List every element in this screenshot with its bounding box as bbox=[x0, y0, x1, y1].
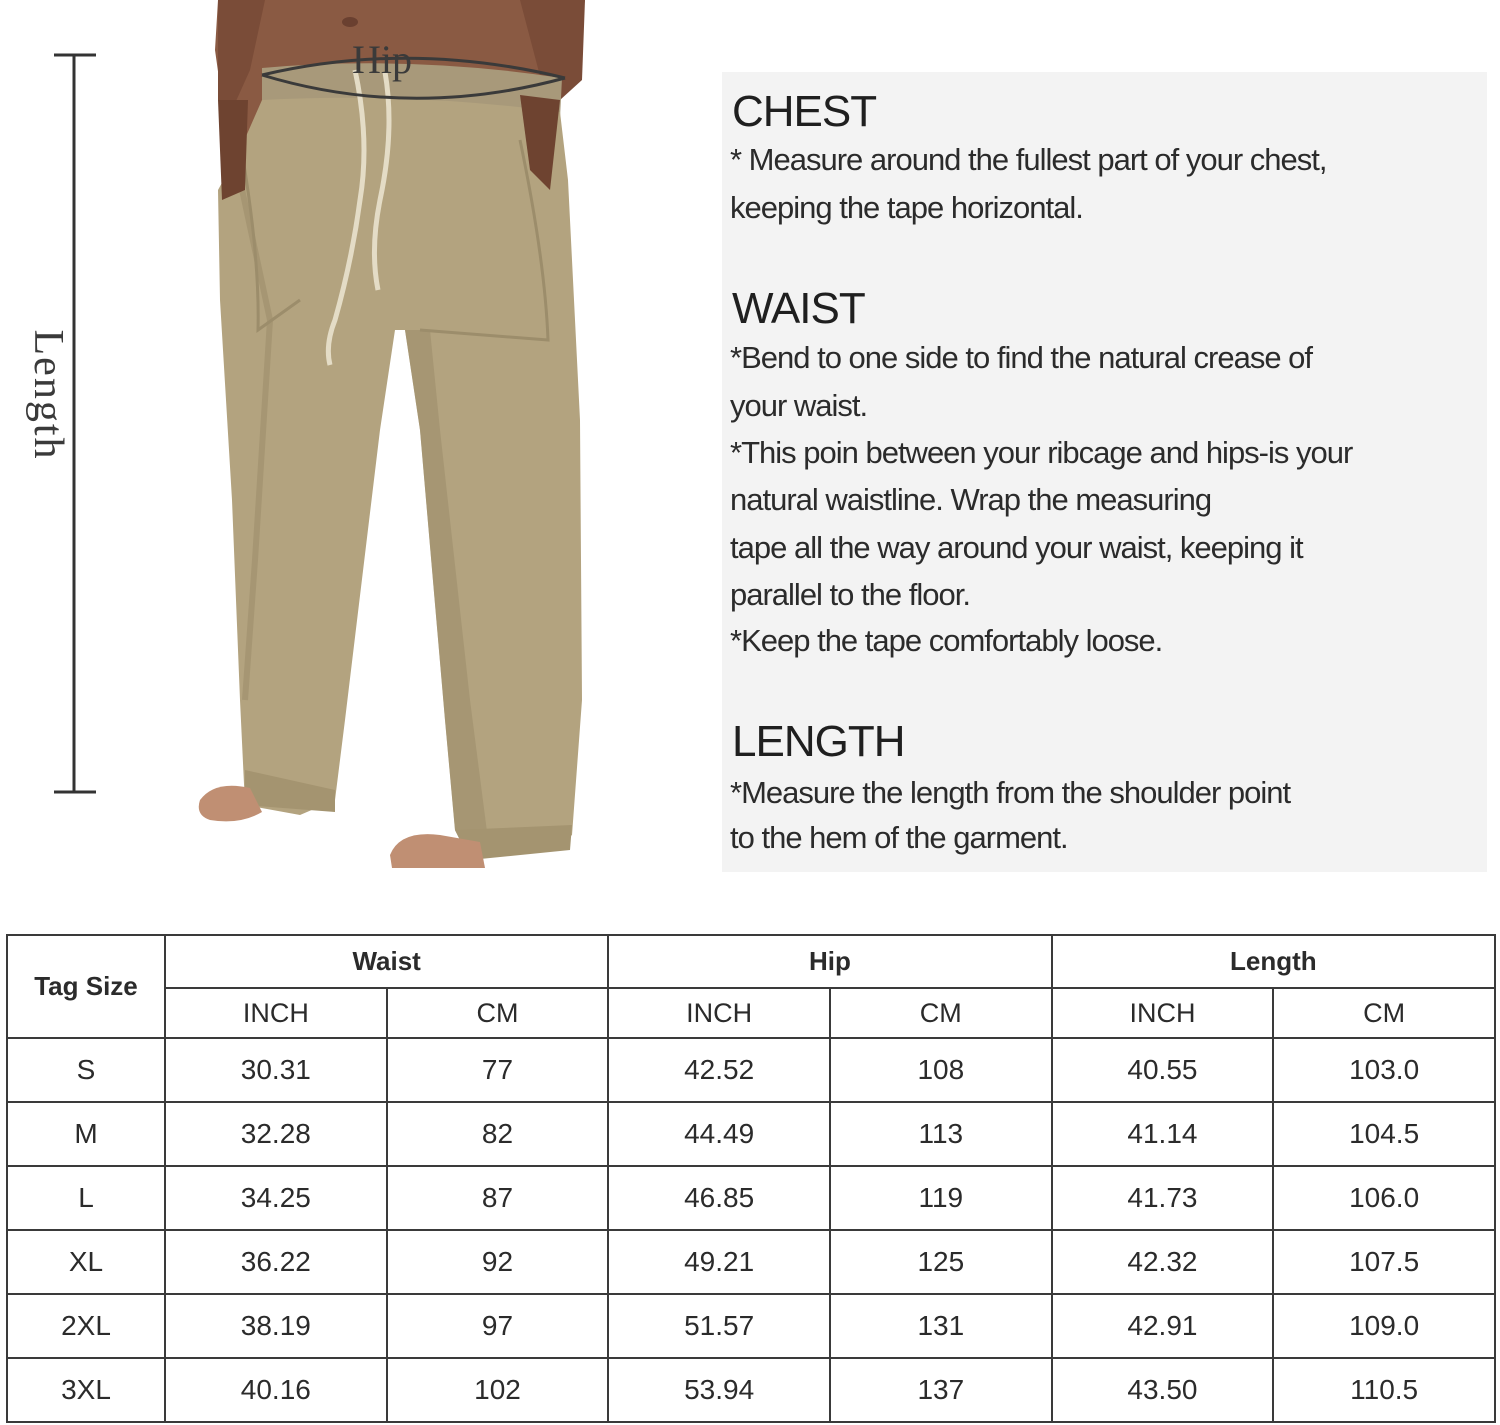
unit-header: INCH bbox=[1052, 988, 1274, 1038]
table-cell: 42.91 bbox=[1052, 1294, 1274, 1358]
table-cell: 82 bbox=[387, 1102, 609, 1166]
table-cell: 49.21 bbox=[608, 1230, 830, 1294]
size-cell: M bbox=[7, 1102, 165, 1166]
chest-line: keeping the tape horizontal. bbox=[730, 190, 1083, 225]
table-cell: 46.85 bbox=[608, 1166, 830, 1230]
chest-line: * Measure around the fullest part of your chest, bbox=[730, 142, 1327, 177]
waist-line: tape all the way around your waist, keeping it bbox=[730, 530, 1303, 565]
table-row bbox=[7, 1358, 1495, 1422]
table-row bbox=[7, 1038, 1495, 1102]
tag-size-header: Tag Size bbox=[7, 935, 165, 1038]
pants-drawing bbox=[0, 0, 720, 880]
table-row bbox=[7, 1166, 1495, 1230]
length-line: *Measure the length from the shoulder point bbox=[730, 775, 1291, 810]
unit-header: INCH bbox=[165, 988, 387, 1038]
table-cell: 113 bbox=[830, 1102, 1052, 1166]
table-row bbox=[7, 1230, 1495, 1294]
waist-line: your waist. bbox=[730, 388, 868, 423]
table-cell: 87 bbox=[387, 1166, 609, 1230]
table-cell: 137 bbox=[830, 1358, 1052, 1422]
pants-illustration bbox=[0, 0, 720, 880]
unit-header: CM bbox=[387, 988, 609, 1038]
table-cell: 107.5 bbox=[1273, 1230, 1495, 1294]
pants bbox=[218, 98, 582, 860]
table-cell: 108 bbox=[830, 1038, 1052, 1102]
size-chart-table bbox=[6, 934, 1496, 1423]
length-title: LENGTH bbox=[732, 717, 905, 766]
table-cell: 104.5 bbox=[1273, 1102, 1495, 1166]
table-cell: 102 bbox=[387, 1358, 609, 1422]
table-cell: 110.5 bbox=[1273, 1358, 1495, 1422]
table-cell: 41.73 bbox=[1052, 1166, 1274, 1230]
waist-header: Waist bbox=[165, 935, 608, 988]
waist-line: parallel to the floor. bbox=[730, 577, 970, 612]
table-cell: 53.94 bbox=[608, 1358, 830, 1422]
table-cell: 38.19 bbox=[165, 1294, 387, 1358]
table-cell: 103.0 bbox=[1273, 1038, 1495, 1102]
table-cell: 92 bbox=[387, 1230, 609, 1294]
unit-header: CM bbox=[830, 988, 1052, 1038]
table-cell: 36.22 bbox=[165, 1230, 387, 1294]
chest-title: CHEST bbox=[732, 87, 877, 136]
table-cell: 131 bbox=[830, 1294, 1052, 1358]
size-cell: XL bbox=[7, 1230, 165, 1294]
waist-line: *This poin between your ribcage and hips-is your bbox=[730, 435, 1353, 470]
length-line: to the hem of the garment. bbox=[730, 820, 1068, 855]
table-cell: 51.57 bbox=[608, 1294, 830, 1358]
table-row bbox=[7, 1294, 1495, 1358]
table-cell: 44.49 bbox=[608, 1102, 830, 1166]
size-cell: 3XL bbox=[7, 1358, 165, 1422]
length-header: Length bbox=[1052, 935, 1495, 988]
waist-line: *Keep the tape comfortably loose. bbox=[730, 623, 1163, 658]
table-cell: 40.16 bbox=[165, 1358, 387, 1422]
length-label: Length bbox=[25, 329, 71, 461]
table-cell: 42.52 bbox=[608, 1038, 830, 1102]
table-cell: 42.32 bbox=[1052, 1230, 1274, 1294]
table-cell: 109.0 bbox=[1273, 1294, 1495, 1358]
table-cell: 34.25 bbox=[165, 1166, 387, 1230]
hip-header: Hip bbox=[608, 935, 1051, 988]
table-cell: 40.55 bbox=[1052, 1038, 1274, 1102]
table-cell: 30.31 bbox=[165, 1038, 387, 1102]
table-cell: 77 bbox=[387, 1038, 609, 1102]
table-cell: 32.28 bbox=[165, 1102, 387, 1166]
waist-title: WAIST bbox=[732, 284, 865, 333]
navel bbox=[342, 17, 358, 27]
table-cell: 43.50 bbox=[1052, 1358, 1274, 1422]
table-cell: 119 bbox=[830, 1166, 1052, 1230]
table-cell: 97 bbox=[387, 1294, 609, 1358]
table-cell: 125 bbox=[830, 1230, 1052, 1294]
hand-left bbox=[218, 100, 248, 200]
size-cell: L bbox=[7, 1166, 165, 1230]
unit-header: CM bbox=[1273, 988, 1495, 1038]
waist-line: natural waistline. Wrap the measuring bbox=[730, 482, 1212, 517]
measurement-instructions bbox=[722, 72, 1487, 872]
table-cell: 41.14 bbox=[1052, 1102, 1274, 1166]
table-cell: 106.0 bbox=[1273, 1166, 1495, 1230]
size-cell: 2XL bbox=[7, 1294, 165, 1358]
unit-header: INCH bbox=[608, 988, 830, 1038]
waist-line: *Bend to one side to find the natural crease of bbox=[730, 340, 1313, 375]
hip-label: Hip bbox=[352, 37, 412, 82]
size-cell: S bbox=[7, 1038, 165, 1102]
table-row bbox=[7, 1102, 1495, 1166]
